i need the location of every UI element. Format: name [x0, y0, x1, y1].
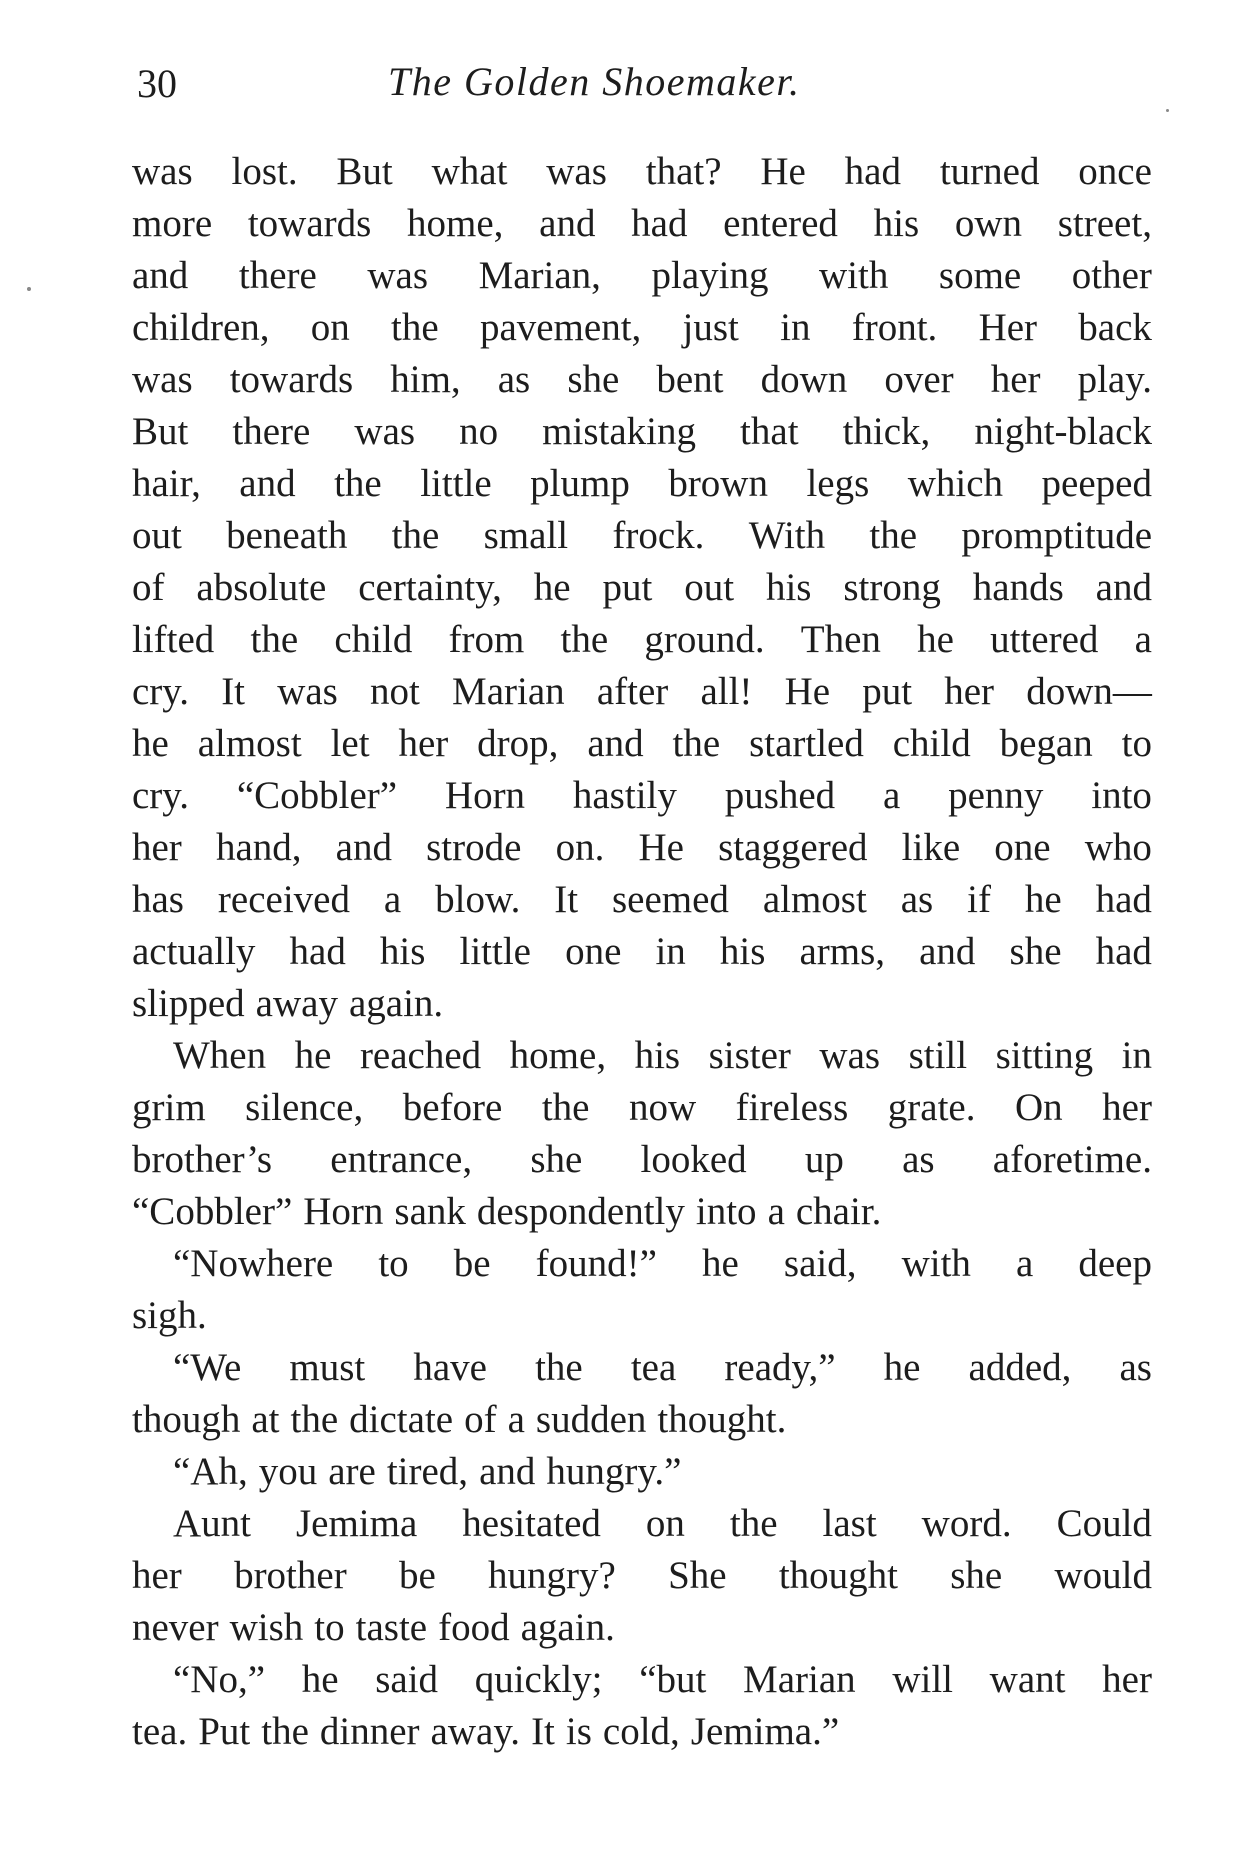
- word: little: [420, 462, 492, 505]
- word: deep: [1078, 1242, 1152, 1285]
- word: was: [132, 150, 193, 193]
- word: plump: [530, 462, 630, 505]
- word: the: [290, 1398, 339, 1441]
- word: and: [335, 826, 392, 869]
- word: there: [232, 410, 311, 453]
- word: though: [132, 1398, 241, 1441]
- word: her: [1102, 1086, 1152, 1129]
- word: and: [239, 462, 296, 505]
- word: He: [638, 826, 684, 869]
- word: before: [402, 1086, 503, 1129]
- word: It: [221, 670, 246, 713]
- word: food: [438, 1606, 510, 1649]
- word: she: [950, 1554, 1003, 1597]
- word: on: [310, 306, 350, 349]
- word: added,: [968, 1346, 1072, 1389]
- word: thick,: [842, 410, 931, 453]
- word: he: [533, 566, 571, 609]
- text-line: [132, 614, 1152, 666]
- text-line: [132, 978, 1152, 1030]
- word: was: [367, 254, 429, 297]
- text-line: [132, 1602, 1152, 1654]
- word: into: [695, 1190, 757, 1233]
- word: was: [354, 410, 416, 453]
- word: have: [413, 1346, 487, 1389]
- word: “but: [639, 1658, 707, 1701]
- word: a: [383, 878, 402, 921]
- word: that: [740, 410, 799, 453]
- word: she: [1009, 930, 1062, 973]
- word: he: [883, 1346, 921, 1389]
- word: she: [567, 358, 620, 401]
- word: who: [1084, 826, 1152, 869]
- word: certainty,: [358, 566, 502, 609]
- word: down: [760, 358, 848, 401]
- word: that?: [645, 150, 722, 193]
- word: he: [132, 722, 169, 765]
- word: lifted: [132, 618, 215, 661]
- word: be: [398, 1554, 436, 1597]
- word: hungry?: [488, 1554, 616, 1597]
- word: almost: [762, 878, 867, 921]
- word: “No,”: [173, 1658, 266, 1701]
- word: found!”: [535, 1242, 657, 1285]
- word: said,: [783, 1242, 857, 1285]
- word: like: [901, 826, 961, 869]
- word: home,: [407, 202, 504, 245]
- word: strode: [426, 826, 522, 869]
- text-line: [132, 1134, 1152, 1186]
- paper-speck: [1166, 109, 1169, 112]
- word: let: [330, 722, 370, 765]
- word: away.: [430, 1710, 521, 1753]
- word: had: [631, 202, 688, 245]
- word: entrance,: [330, 1138, 473, 1181]
- word: the: [261, 1710, 309, 1753]
- word: Horn: [303, 1190, 384, 1233]
- word: With: [748, 514, 826, 557]
- word: “Ah,: [173, 1450, 248, 1493]
- word: small: [483, 514, 569, 557]
- word: as: [497, 358, 531, 401]
- word: away: [255, 982, 338, 1025]
- word: one: [565, 930, 622, 973]
- word: are: [328, 1450, 376, 1493]
- text-line: [132, 458, 1152, 510]
- word: despondently: [476, 1190, 685, 1233]
- text-line: [132, 1498, 1152, 1550]
- word: little: [459, 930, 531, 973]
- word: ready,”: [724, 1346, 836, 1389]
- word: there: [238, 254, 317, 297]
- text-line: [132, 1654, 1152, 1706]
- word: But: [132, 410, 189, 453]
- word: the: [672, 722, 721, 765]
- word: with: [901, 1242, 971, 1285]
- word: out: [684, 566, 735, 609]
- word: It: [531, 1710, 555, 1753]
- word: the: [250, 618, 299, 661]
- word: towards: [247, 202, 372, 245]
- word: more: [132, 202, 213, 245]
- word: she: [530, 1138, 583, 1181]
- word: sigh.: [132, 1294, 207, 1337]
- word: brown: [668, 462, 768, 505]
- word: promptitude: [961, 514, 1152, 557]
- word: He: [784, 670, 831, 713]
- word: what: [431, 150, 508, 193]
- word: as: [902, 1138, 935, 1181]
- word: hesitated: [462, 1502, 601, 1545]
- word: turned: [939, 150, 1040, 193]
- word: beneath: [226, 514, 348, 557]
- word: hands: [972, 566, 1064, 609]
- word: But: [336, 150, 393, 193]
- word: and: [539, 202, 596, 245]
- word: towards: [229, 358, 354, 401]
- text-line: [132, 926, 1152, 978]
- word: actually: [132, 930, 256, 973]
- word: a: [507, 1398, 525, 1441]
- word: When: [173, 1034, 267, 1077]
- word: front.: [851, 306, 938, 349]
- word: chair.: [795, 1190, 882, 1233]
- word: thought: [778, 1554, 898, 1597]
- word: one: [994, 826, 1051, 869]
- word: Marian: [743, 1658, 856, 1701]
- word: her: [132, 826, 182, 869]
- text-line: [132, 1550, 1152, 1602]
- word: aforetime.: [992, 1138, 1152, 1181]
- word: home,: [509, 1034, 607, 1077]
- word: hair,: [132, 462, 201, 505]
- word: Put: [198, 1710, 251, 1753]
- word: Horn: [444, 774, 526, 817]
- word: bent: [656, 358, 724, 401]
- word: Jemima: [295, 1502, 418, 1545]
- word: play.: [1077, 358, 1152, 401]
- word: on: [645, 1502, 685, 1545]
- word: as: [900, 878, 934, 921]
- text-line: [132, 146, 1152, 198]
- word: brother’s: [132, 1138, 273, 1181]
- word: had: [844, 150, 901, 193]
- word: lost.: [231, 150, 298, 193]
- text-line: [132, 562, 1152, 614]
- word: again.: [348, 982, 444, 1025]
- word: peeped: [1041, 462, 1152, 505]
- running-title: The Golden Shoemaker.: [388, 59, 801, 104]
- word: blow.: [435, 878, 521, 921]
- word: he: [1024, 878, 1062, 921]
- word: said: [375, 1658, 439, 1701]
- word: and: [1095, 566, 1152, 609]
- word: in: [780, 306, 811, 349]
- word: now: [628, 1086, 697, 1129]
- word: seemed: [611, 878, 729, 921]
- word: absolute: [196, 566, 327, 609]
- word: the: [535, 1346, 583, 1389]
- word: over: [884, 358, 954, 401]
- word: staggered: [718, 826, 868, 869]
- word: once: [1078, 150, 1152, 193]
- word: cry.: [132, 670, 190, 713]
- word: Marian,: [478, 254, 601, 297]
- word: no: [459, 410, 499, 453]
- word: tea: [630, 1346, 677, 1389]
- word: Then: [800, 618, 881, 661]
- word: you: [258, 1450, 318, 1493]
- word: put: [602, 566, 653, 609]
- word: hungry.”: [546, 1450, 682, 1493]
- word: of: [132, 566, 165, 609]
- word: tea.: [132, 1710, 188, 1753]
- word: sank: [394, 1190, 466, 1233]
- word: had: [289, 930, 346, 973]
- text-line: [132, 354, 1152, 406]
- word: pavement,: [479, 306, 642, 349]
- text-line: [132, 1706, 1152, 1758]
- word: and: [479, 1450, 536, 1493]
- word: to: [1121, 722, 1152, 765]
- word: the: [334, 462, 382, 505]
- word: grim: [132, 1086, 206, 1129]
- text-line: [132, 1394, 1152, 1446]
- word: children,: [132, 306, 270, 349]
- word: drop,: [477, 722, 559, 765]
- word: will: [892, 1658, 953, 1701]
- word: out: [132, 514, 182, 557]
- word: and: [132, 254, 189, 297]
- word: to: [314, 1606, 345, 1649]
- word: child: [892, 722, 971, 765]
- word: must: [289, 1346, 366, 1389]
- word: her: [944, 670, 995, 713]
- word: On: [1014, 1086, 1063, 1129]
- word: up: [804, 1138, 844, 1181]
- word: all!: [700, 670, 753, 713]
- word: slipped: [132, 982, 245, 1025]
- word: Could: [1056, 1502, 1152, 1545]
- word: if: [967, 878, 991, 921]
- word: was: [277, 670, 338, 713]
- word: reached: [359, 1034, 482, 1077]
- word: a: [883, 774, 901, 817]
- word: had: [1095, 878, 1152, 921]
- word: sudden: [535, 1398, 647, 1441]
- word: taste: [355, 1606, 428, 1649]
- text-line: [132, 1030, 1152, 1082]
- word: would: [1054, 1554, 1152, 1597]
- word: her: [398, 722, 449, 765]
- word: he: [702, 1242, 739, 1285]
- word: his: [634, 1034, 681, 1077]
- word: She: [668, 1554, 727, 1597]
- word: was: [546, 150, 607, 193]
- page-header: [132, 56, 1152, 120]
- body-text: [132, 146, 1152, 1758]
- word: the: [391, 514, 440, 557]
- word: dinner: [319, 1710, 420, 1753]
- word: entered: [723, 202, 838, 245]
- word: wish: [229, 1606, 304, 1649]
- word: night-black: [974, 410, 1152, 453]
- text-line: [132, 1342, 1152, 1394]
- word: cold,: [602, 1710, 680, 1753]
- word: in: [655, 930, 686, 973]
- word: brother: [234, 1554, 347, 1597]
- text-line: [132, 770, 1152, 822]
- word: Jemima.”: [690, 1710, 840, 1753]
- word: he: [917, 618, 954, 661]
- text-line: [132, 1082, 1152, 1134]
- word: from: [448, 618, 525, 661]
- page-number: 30: [137, 61, 177, 106]
- word: mistaking: [542, 410, 696, 453]
- text-line: [132, 302, 1152, 354]
- word: almost: [197, 722, 302, 765]
- word: own: [954, 202, 1023, 245]
- word: received: [217, 878, 350, 921]
- word: was: [132, 358, 193, 401]
- word: street,: [1057, 202, 1152, 245]
- word: a: [1134, 618, 1152, 661]
- text-line: [132, 510, 1152, 562]
- word: quickly;: [474, 1658, 603, 1701]
- word: hand,: [215, 826, 302, 869]
- word: It: [554, 878, 579, 921]
- word: on.: [555, 826, 605, 869]
- word: back: [1078, 306, 1152, 349]
- word: playing: [651, 254, 769, 297]
- word: with: [819, 254, 889, 297]
- word: uttered: [990, 618, 1099, 661]
- text-line: [132, 1186, 1152, 1238]
- word: just: [682, 306, 739, 349]
- word: put: [862, 670, 913, 713]
- text-line: [132, 406, 1152, 458]
- word: in: [1121, 1034, 1152, 1077]
- word: cry.: [132, 774, 190, 817]
- word: the: [729, 1502, 778, 1545]
- word: the: [560, 618, 609, 661]
- word: to: [378, 1242, 409, 1285]
- word: arms,: [799, 930, 886, 973]
- word: looked: [640, 1138, 747, 1181]
- text-line: [132, 718, 1152, 770]
- word: be: [453, 1242, 491, 1285]
- word: again.: [520, 1606, 615, 1649]
- word: the: [541, 1086, 590, 1129]
- text-line: [132, 822, 1152, 874]
- word: had: [1095, 930, 1152, 973]
- word: into: [1091, 774, 1152, 817]
- word: tired,: [386, 1450, 469, 1493]
- word: strong: [843, 566, 941, 609]
- word: began: [999, 722, 1093, 765]
- word: his: [719, 930, 766, 973]
- text-line: [132, 1290, 1152, 1342]
- word: thought.: [657, 1398, 787, 1441]
- word: him,: [390, 358, 461, 401]
- word: never: [132, 1606, 219, 1649]
- word: fireless: [735, 1086, 849, 1129]
- word: want: [989, 1658, 1066, 1701]
- word: silence,: [245, 1086, 364, 1129]
- word: penny: [948, 774, 1044, 817]
- text-line: [132, 666, 1152, 718]
- word: some: [938, 254, 1022, 297]
- paper-speck: [27, 287, 31, 291]
- word: the: [391, 306, 439, 349]
- word: as: [1119, 1346, 1152, 1389]
- word: still: [908, 1034, 968, 1077]
- word: after: [596, 670, 669, 713]
- word: ground.: [644, 618, 765, 661]
- word: last: [822, 1502, 877, 1545]
- word: grate.: [887, 1086, 976, 1129]
- word: his: [873, 202, 920, 245]
- word: down—: [1026, 670, 1152, 713]
- word: and: [919, 930, 976, 973]
- text-line: [132, 1238, 1152, 1290]
- word: her: [1102, 1658, 1152, 1701]
- word: which: [907, 462, 1004, 505]
- word: and: [587, 722, 644, 765]
- word: “Cobbler”: [132, 1190, 293, 1233]
- word: “Cobbler”: [236, 774, 398, 817]
- word: Her: [978, 306, 1038, 349]
- word: at: [251, 1398, 280, 1441]
- word: child: [334, 618, 413, 661]
- word: the: [869, 514, 918, 557]
- word: hastily: [572, 774, 677, 817]
- word: her: [990, 358, 1041, 401]
- word: has: [132, 878, 184, 921]
- word: “Nowhere: [173, 1242, 334, 1285]
- word: he: [301, 1658, 339, 1701]
- word: was: [819, 1034, 881, 1077]
- word: sitting: [995, 1034, 1094, 1077]
- text-line: [132, 1446, 1152, 1498]
- text-line: [132, 250, 1152, 302]
- word: sister: [708, 1034, 791, 1077]
- text-line: [132, 874, 1152, 926]
- word: he: [294, 1034, 332, 1077]
- word: “We: [173, 1346, 242, 1389]
- word: pushed: [724, 774, 836, 817]
- word: his: [379, 930, 426, 973]
- word: word.: [921, 1502, 1012, 1545]
- word: frock.: [612, 514, 705, 557]
- word: his: [765, 566, 812, 609]
- word: Aunt: [173, 1502, 251, 1545]
- word: not: [370, 670, 420, 713]
- word: Marian: [452, 670, 565, 713]
- word: is: [565, 1710, 592, 1753]
- text-line: [132, 198, 1152, 250]
- word: her: [132, 1554, 182, 1597]
- word: legs: [806, 462, 870, 505]
- word: other: [1071, 254, 1152, 297]
- word: dictate: [349, 1398, 454, 1441]
- word: He: [760, 150, 806, 193]
- word: of: [464, 1398, 497, 1441]
- word: startled: [749, 722, 864, 765]
- word: a: [1015, 1242, 1034, 1285]
- word: a: [767, 1190, 785, 1233]
